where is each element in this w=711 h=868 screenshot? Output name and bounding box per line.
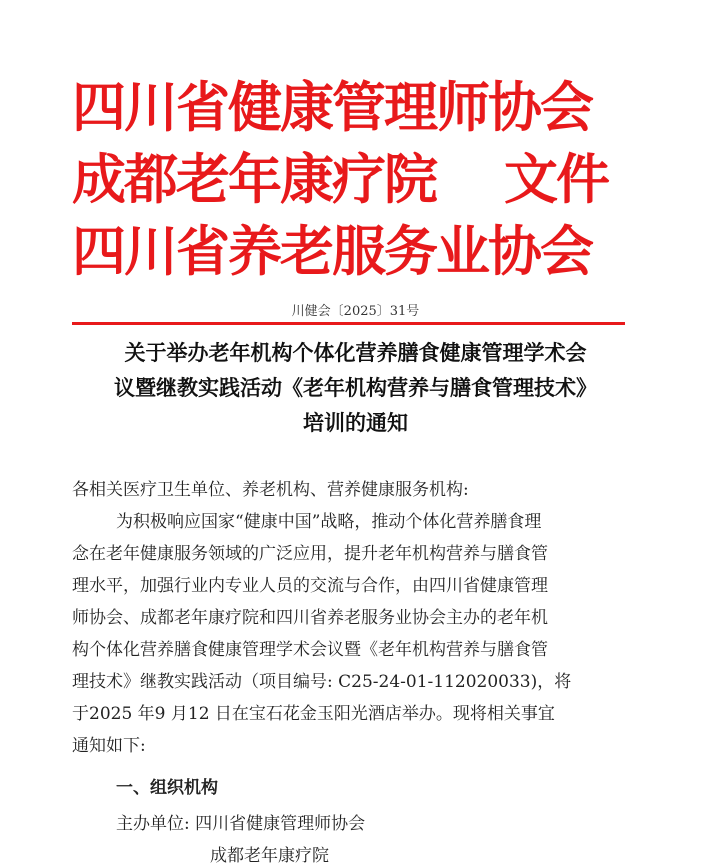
title-line-1: 关于举办老年机构个体化营养膳食健康管理学术会 [124, 341, 587, 365]
paragraph-line: 为积极响应国家“健康中国”战略，推动个体化营养膳食理 [116, 512, 542, 532]
organizer-row [72, 840, 632, 868]
issuer-name-1: 四川省健康管理师协会 [72, 76, 592, 139]
paragraph-line: 于2025 年9 月12 日在宝石花金玉阳光酒店举办。现将相关事宜 [72, 704, 555, 724]
paragraph-line: 念在老年健康服务领域的广泛应用，提升老年机构营养与膳食管 [72, 544, 548, 564]
issuer-line-2 [72, 148, 608, 212]
paragraph-line: 理技术》继教实践活动（项目编号: C25-24-01-112020033)，将 [72, 672, 572, 692]
issuer-name-2: 成都老年康疗院 [72, 148, 436, 211]
red-separator-rule [72, 322, 625, 325]
organizer-row [72, 808, 632, 840]
issuer-name-3: 四川省养老服务业协会 [72, 220, 592, 283]
notice-body [72, 474, 632, 868]
notice-title [60, 336, 651, 441]
paragraph-line: 师协会、成都老年康疗院和四川省养老服务业协会主办的老年机 [72, 608, 548, 628]
title-line-3: 培训的通知 [303, 411, 408, 435]
document-number: 川健会〔2025〕31号 [291, 304, 420, 319]
title-line-2: 议暨继教实践活动《老年机构营养与膳食管理技术》 [114, 376, 597, 400]
organizer-name: 四川省健康管理师协会 [195, 814, 366, 834]
paragraph-line: 理水平，加强行业内专业人员的交流与合作，由四川省健康管理 [72, 576, 548, 596]
paragraph-line: 通知如下: [72, 736, 146, 756]
organizer-name: 成都老年康疗院 [210, 846, 329, 866]
document-type-label: 文件 [504, 148, 608, 211]
paragraph-line: 构个体化营养膳食健康管理学术会议暨《老年机构营养与膳食管 [72, 640, 548, 660]
organizer-label: 主办单位: [116, 814, 190, 834]
salutation: 各相关医疗卫生单位、养老机构、营养健康服务机构: [72, 480, 469, 500]
section-heading: 一、组织机构 [116, 778, 218, 798]
